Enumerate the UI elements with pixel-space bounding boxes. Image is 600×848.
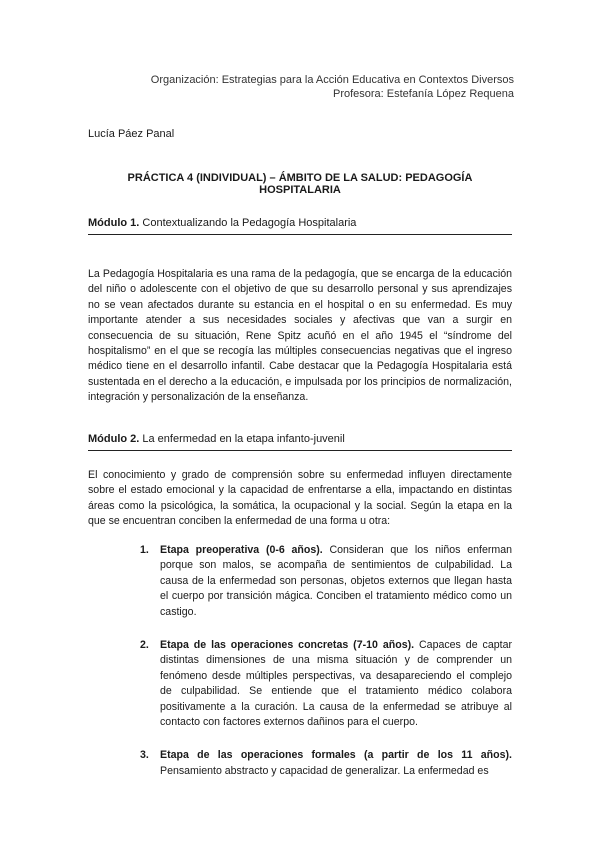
stage-number: 1. [140, 544, 149, 556]
page-header [151, 73, 514, 101]
module-2-heading [88, 432, 512, 451]
list-item [140, 543, 512, 620]
stage-text: Consideran que los niños enferman porque son malos, se acompaña de sentimientos de culpabilidad. La causa de la enfermedad son personas, objetos externos que llegan hasta el cuerpo por transición mágica. Conciben el tratamiento médico como un castigo. [160, 544, 512, 618]
module-1-paragraph: La Pedagogía Hospitalaria es una rama de la pedagogía, que se encarga de la educación del niño o adolescente con el objetivo de que su desarrollo personal y sus aprendizajes no se vean afectados durante su estancia en el hospital o en su enfermedad. Es muy importante atender a sus necesidades sociales y afectivas que van a surgir en consecuencia de su situación, Rene Spitz acuñó en el año 1945 el “síndrome del hospitalismo” en el que se recogía las múltiples consecuencias negativas que el ingreso médico tiene en el desarrollo infantil. Cabe destacar que la Pedagogía Hospitalaria está sustentada en el derecho a la educación, e impulsada por los principios de normalización, integración y personalización de la enseñanza. [88, 268, 512, 404]
stage-text: Capaces de captar distintas dimensiones de una misma situación y de comprender un fenómeno desde múltiples perspectivas, va desapareciendo el complejo de culpabilidad. Se entiende que el tratamiento médico colabora positivamente a la curación. La causa de la enfermedad se atribuye al contacto con factores externos dañinos para el cuerpo. [160, 639, 512, 729]
document-title: PRÁCTICA 4 (INDIVIDUAL) – ÁMBITO DE LA SALUD: PEDAGOGÍA HOSPITALARIA [127, 172, 473, 196]
module-2-title: La enfermedad en la etapa infanto-juvenil [139, 433, 345, 445]
stage-name: Etapa de las operaciones formales (a partir de los 11 años). [160, 749, 512, 762]
module-1-title: Contextualizando la Pedagogía Hospitalaria [139, 217, 357, 229]
list-item [140, 638, 512, 730]
stages-list [140, 543, 512, 797]
stage-number: 2. [140, 639, 149, 652]
stage-number: 3. [140, 749, 149, 762]
module-1-label: Módulo 1. [88, 217, 140, 229]
header-professor: Profesora: Estefanía López Requena [332, 88, 514, 100]
stage-name: Etapa preoperativa (0-6 años). [160, 544, 323, 556]
module-2-paragraph: El conocimiento y grado de comprensión sobre su enfermedad influyen directamente sobre el estado emocional y la capacidad de enfrentarse a ella, impactando en distintas áreas como la psicológica, la somática, la ocupacional y la social. Según la etapa en la que se encuentran conciben la enfermedad de una forma u otra: [88, 469, 512, 528]
stage-text: Pensamiento abstracto y capacidad de generalizar. La enfermedad es [160, 764, 489, 777]
list-item [140, 748, 512, 779]
module-2-label: Módulo 2. [88, 433, 140, 445]
author-name: Lucía Páez Panal [88, 128, 175, 140]
stage-name: Etapa de las operaciones concretas (7-10 años). [160, 639, 415, 652]
module-1-heading [88, 216, 512, 235]
header-organization: Organización: Estrategias para la Acción Educativa en Contextos Diversos [150, 74, 514, 86]
